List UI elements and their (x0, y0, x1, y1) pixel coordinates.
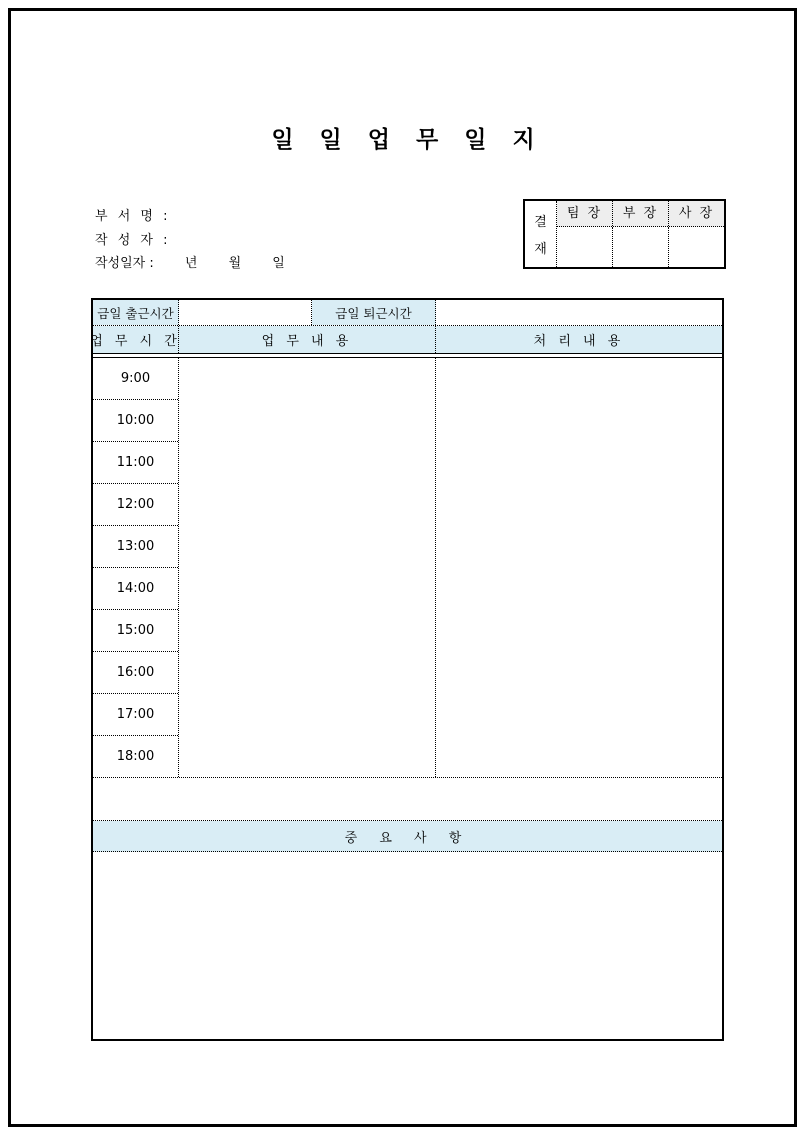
date-day-label: 일 (272, 256, 285, 271)
approval-signature-row (557, 227, 724, 267)
important-notes-body[interactable] (93, 852, 722, 1039)
worklog-table (91, 298, 724, 1041)
time-slot-label: 12:00 (93, 484, 178, 526)
approval-signature-cell[interactable] (669, 227, 724, 267)
approver-role-header: 사 장 (678, 206, 715, 221)
info-block (95, 205, 285, 276)
spacer-row (93, 778, 722, 821)
form-title: 일 일 업 무 일 지 (271, 127, 544, 153)
time-slot-label: 9:00 (93, 358, 178, 400)
arrival-time-value[interactable] (179, 300, 312, 325)
date-year-label: 년 (184, 256, 198, 271)
work-content-header: 업 무 내 용 (179, 326, 436, 353)
result-content-column[interactable] (436, 358, 722, 777)
time-slot-label: 16:00 (93, 652, 178, 694)
attendance-row (93, 300, 722, 326)
date-label: 작성일자 : (95, 256, 154, 271)
approval-box (523, 199, 726, 269)
time-slot-label: 18:00 (116, 749, 155, 764)
approval-stamp-bottom: 재 (534, 242, 547, 257)
arrival-time-label: 금일 출근시간 (93, 300, 179, 325)
important-notes-header: 중 요 사 항 (93, 821, 722, 852)
work-time-header: 업 무 시 간 (93, 326, 179, 353)
department-line (95, 205, 285, 229)
time-slot-label: 17:00 (93, 694, 178, 736)
time-slot-label: 14:00 (93, 568, 178, 610)
work-content-column[interactable] (179, 358, 436, 777)
writer-line (95, 229, 285, 253)
approval-signature-cell[interactable] (613, 227, 669, 267)
approval-role-headers (557, 201, 724, 227)
time-slot-label: 15:00 (93, 610, 178, 652)
time-column (93, 358, 179, 777)
column-header-row (90, 326, 722, 353)
result-content-header: 처 리 내 용 (533, 334, 625, 349)
approval-columns (557, 201, 724, 267)
writer-label: 작 성 자 : (95, 232, 171, 248)
approver-role-header: 팀 장 (557, 201, 613, 226)
time-slot-label: 11:00 (93, 442, 178, 484)
time-grid (93, 358, 722, 778)
time-slot-label: 13:00 (93, 526, 178, 568)
date-line (95, 252, 285, 276)
date-month-label: 월 (228, 256, 242, 271)
approval-signature-cell[interactable] (557, 227, 613, 267)
departure-time-label: 금일 퇴근시간 (312, 300, 436, 325)
departure-time-value[interactable] (436, 300, 722, 325)
department-label: 부 서 명 : (95, 209, 171, 224)
approval-stamp-label (525, 201, 557, 267)
approval-stamp-top: 결 (534, 215, 547, 230)
form-page (8, 8, 797, 1127)
time-slot-label: 10:00 (93, 400, 178, 442)
approver-role-header: 부 장 (613, 201, 669, 226)
